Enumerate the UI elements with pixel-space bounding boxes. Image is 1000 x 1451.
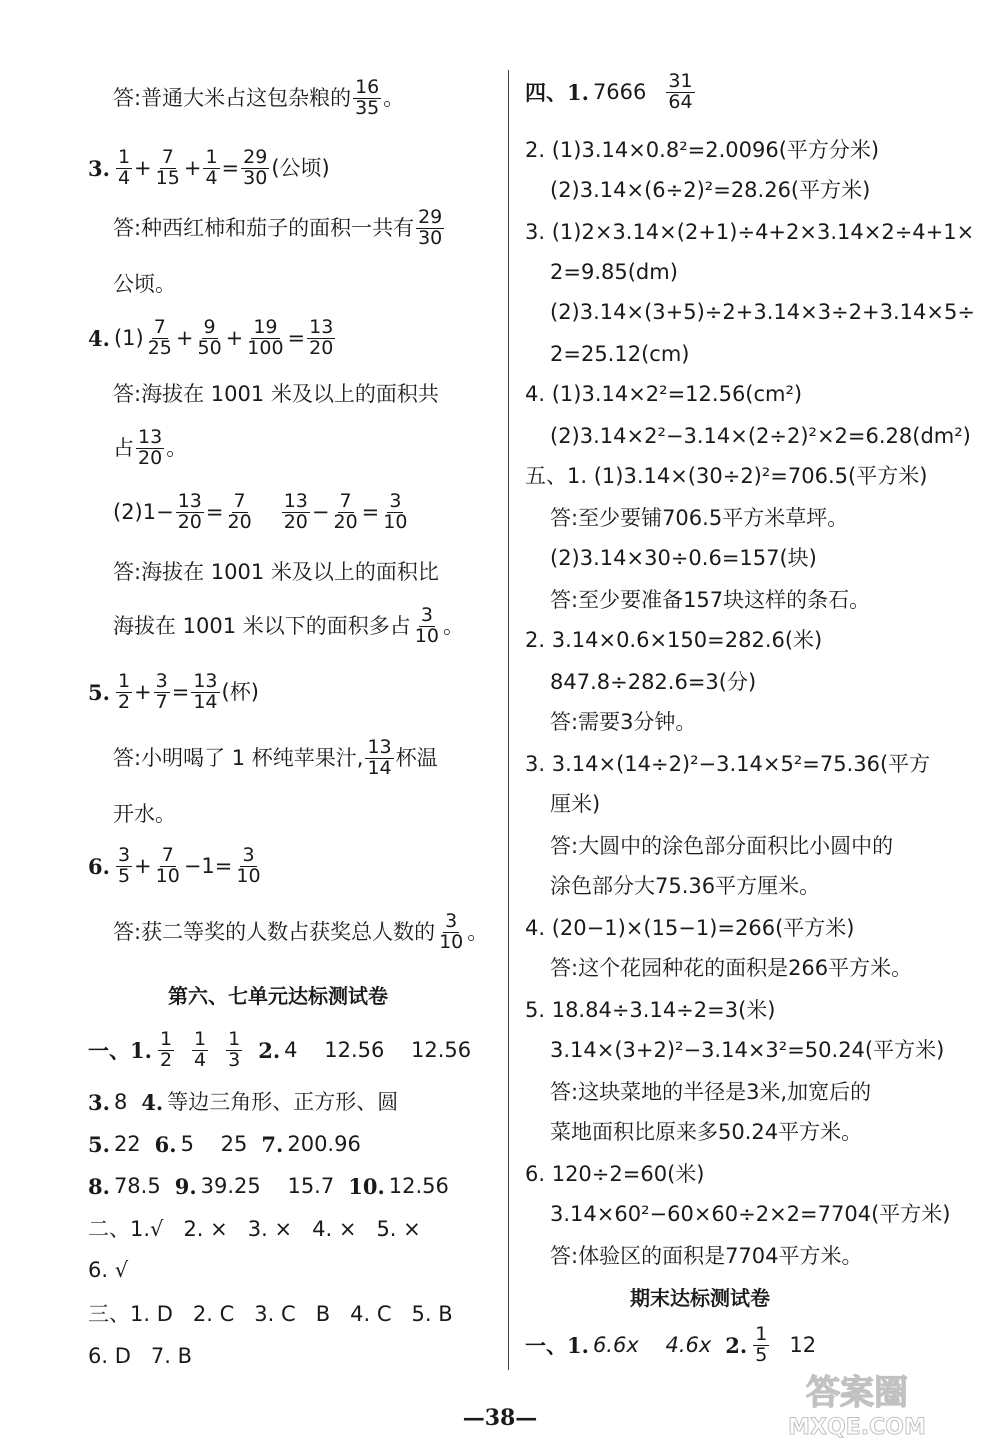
numerator: 7: [161, 146, 174, 168]
answer-line: 答:需要3分钟。: [550, 710, 697, 734]
text: 7666: [592, 79, 647, 104]
watermark-logo: [732, 1366, 982, 1441]
text: 5 25: [180, 1132, 248, 1156]
denominator: 20: [177, 510, 202, 533]
answer-line: 6. 120÷2=60(米): [525, 1162, 705, 1186]
fraction: [158, 1030, 174, 1071]
unit: (公顷): [271, 155, 330, 180]
denominator: 10: [383, 510, 408, 533]
numerator: 13: [367, 736, 392, 758]
answer-line: [113, 912, 488, 953]
answer-line: [113, 738, 438, 779]
numerator: 13: [138, 426, 163, 448]
item-number: 3.: [88, 155, 110, 181]
numerator: 1: [194, 1028, 207, 1050]
denominator: 20: [333, 510, 358, 533]
numerator: 31: [668, 70, 693, 92]
answer-line: (2)3.14×30÷0.6=157(块): [550, 546, 817, 570]
fraction: [331, 492, 359, 533]
fraction: [307, 318, 335, 359]
denominator: 15: [155, 166, 180, 189]
answer-line: [88, 1174, 449, 1199]
denominator: 10: [439, 930, 464, 953]
numerator: 9: [203, 316, 216, 338]
fraction: [437, 912, 465, 953]
numerator: 16: [355, 76, 380, 98]
item-number: 10.: [348, 1174, 385, 1199]
denominator: 10: [155, 864, 180, 887]
numerator: 3: [445, 910, 458, 932]
text: −1=: [183, 853, 233, 878]
denominator: 30: [243, 166, 268, 189]
fraction: [176, 492, 204, 533]
numerator: 13: [177, 490, 202, 512]
text: 杯温: [395, 745, 438, 770]
denominator: 4: [194, 1048, 207, 1071]
text: 12: [789, 1332, 817, 1357]
fraction: [136, 428, 164, 469]
answer-line: [113, 78, 404, 119]
text: 。: [166, 435, 188, 460]
denominator: 4: [117, 166, 131, 189]
item-number: 4.: [141, 1090, 164, 1115]
item-number: 9.: [174, 1174, 197, 1199]
section-title-final: 期末达标测试卷: [630, 1286, 770, 1310]
denominator: 64: [668, 90, 693, 113]
numerator: 13: [309, 316, 334, 338]
denominator: 14: [193, 690, 218, 713]
column-divider: [508, 70, 509, 1370]
fraction: [226, 492, 254, 533]
answer-line: [88, 1090, 398, 1115]
text: (1): [113, 325, 144, 350]
fraction: [154, 148, 182, 189]
denominator: 100: [247, 336, 284, 359]
item-number: 6.: [154, 1132, 177, 1157]
answer-line: 涂色部分大75.36平方厘米。: [550, 874, 821, 898]
denominator: 2: [159, 1048, 173, 1071]
numerator: 3: [242, 844, 255, 866]
fraction: [413, 606, 441, 647]
answer-line: 4. (1)3.14×2²=12.56(cm²): [525, 382, 803, 406]
numerator: 29: [418, 206, 443, 228]
answer-line: 答:这个花园种花的面积是266平方米。: [550, 956, 913, 980]
text: 22: [113, 1132, 141, 1156]
fraction: [226, 1030, 242, 1071]
answer-line: [113, 428, 187, 469]
numerator: 19: [253, 316, 278, 338]
answer-line: [113, 606, 464, 647]
denominator: 20: [283, 510, 308, 533]
denominator: 5: [117, 864, 131, 887]
item-number: 8.: [88, 1174, 110, 1199]
fraction: [666, 72, 694, 113]
denominator: 7: [155, 690, 168, 713]
answer-line: 答:体验区的面积是7704平方米。: [550, 1244, 863, 1268]
page-number: —38—: [462, 1405, 538, 1431]
answer-line: 2=25.12(cm): [550, 342, 690, 366]
answer-line: 847.8÷282.6=3(分): [550, 670, 757, 694]
equation-line: 3. $\frac{1}{4}$ + $\frac{7}{15}$ + $\frac{1}{4}$ = $\frac{29}{30}$ (公顷): [88, 146, 330, 189]
text: 海拔在 1001 米以下的面积多占: [113, 613, 411, 638]
answer-line: 菜地面积比原来多50.24平方米。: [550, 1120, 863, 1144]
denominator: 5: [755, 1343, 768, 1366]
denominator: 25: [147, 336, 172, 359]
numerator: 1: [117, 146, 131, 168]
fraction: [381, 492, 409, 533]
fraction: [192, 1030, 208, 1071]
section-title-units-6-7: 第六、七单元达标测试卷: [168, 984, 388, 1008]
answer-line: 答:至少要准备157块这样的条石。: [550, 588, 871, 612]
item-number: 四、1.: [525, 79, 589, 105]
fraction: [195, 318, 223, 359]
equation-line: 6. $\frac{3}{5}$ + $\frac{7}{10}$ −1= $\frac{3}{10}$: [88, 844, 261, 887]
numerator: 29: [243, 146, 268, 168]
text: 答:普通大米占这包杂粮的: [113, 85, 352, 110]
answer-line: 二、1.√ 2. × 3. × 4. × 5. ×: [88, 1217, 421, 1241]
answer-line: 6. D 7. B: [88, 1344, 193, 1368]
numerator: 7: [153, 316, 166, 338]
answer-line: 3.14×60²−60×60÷2×2=7704(平方米): [550, 1202, 951, 1226]
fraction: [154, 672, 170, 713]
fraction: [146, 318, 174, 359]
equation-line: 4. (1) $\frac{7}{25}$ + $\frac{9}{50}$ + $\frac{19}{100}$ = $\frac{13}{20}$: [88, 316, 334, 359]
answer-line: 厘米): [550, 792, 601, 816]
item-number: 6.: [88, 853, 110, 879]
answer-line: 公顷。: [113, 272, 176, 296]
text: 4 12.56 12.56: [284, 1037, 472, 1062]
answer-line: [113, 208, 446, 249]
answer-line: 答:这块菜地的半径是3米,加宽后的: [550, 1080, 872, 1104]
fraction: [416, 208, 444, 249]
denominator: 2: [117, 690, 131, 713]
answer-line: 3.14×(3+2)²−3.14×3²=50.24(平方米): [550, 1038, 945, 1062]
answer-line: 5. 18.84÷3.14÷2=3(米): [525, 998, 776, 1022]
fraction: [365, 738, 393, 779]
text: (2)1−: [113, 499, 174, 524]
fraction: [154, 846, 182, 887]
denominator: 20: [138, 446, 163, 469]
text: 。: [442, 613, 464, 638]
unit: (杯): [221, 679, 259, 704]
answer-line: 五、1. (1)3.14×(30÷2)²=706.5(平方米): [525, 464, 928, 488]
denominator: 10: [236, 864, 261, 887]
fraction: [203, 148, 219, 189]
item-number: 一、1.: [88, 1037, 152, 1063]
fraction: [234, 846, 262, 887]
svg-text:MXQE.COM: MXQE.COM: [788, 1415, 926, 1440]
numerator: 13: [283, 490, 308, 512]
numerator: 3: [155, 670, 168, 692]
equation-line: 5. $\frac{1}{2}$ + $\frac{3}{7}$ = $\frac{13}{14}$ (杯): [88, 670, 259, 713]
numerator: 7: [233, 490, 246, 512]
answer-line: 2. 3.14×0.6×150=282.6(米): [525, 628, 823, 652]
item-number: 5.: [88, 679, 110, 705]
numerator: 13: [193, 670, 218, 692]
item-number: 4.: [88, 325, 110, 351]
item-number: 一、1.: [525, 1332, 589, 1358]
item-number: 2.: [725, 1332, 748, 1358]
answer-line: 答:至少要铺706.5平方米草坪。: [550, 506, 849, 530]
text: 答:小明喝了 1 杯纯苹果汁,: [113, 745, 364, 770]
numerator: 1: [117, 670, 131, 692]
denominator: 50: [197, 336, 222, 359]
answer-line: (2)3.14×(3+5)÷2+3.14×3÷2+3.14×5÷: [550, 300, 975, 324]
answer-line: 3. (1)2×3.14×(2+1)÷4+2×3.14×2÷4+1×: [525, 220, 975, 244]
text: 占: [113, 435, 134, 460]
item-number: 5.: [88, 1132, 110, 1157]
denominator: 30: [418, 226, 443, 249]
answer-line: 开水。: [113, 802, 176, 826]
text: 答:获二等奖的人数占获奖总人数的: [113, 919, 436, 944]
denominator: 4: [205, 166, 218, 189]
numerator: 1: [159, 1028, 173, 1050]
text: 8: [113, 1090, 128, 1114]
text: 答:种西红柿和茄子的面积一共有: [113, 215, 415, 240]
text: 等边三角形、正方形、圆: [167, 1090, 399, 1114]
equation-line: (2)1− $\frac{13}{20}$ = $\frac{7}{20}$ $\frac{13}{20}$ − $\frac{7}{20}$ = $\frac{3}{10}$: [113, 490, 408, 533]
answer-line: 6. √: [88, 1258, 129, 1282]
numerator: 1: [755, 1323, 768, 1345]
fraction: [245, 318, 285, 359]
answer-line: [88, 1030, 471, 1071]
denominator: 3: [228, 1048, 241, 1071]
answer-line: 答:大圆中的涂色部分面积比小圆中的: [550, 834, 894, 858]
denominator: 20: [227, 510, 252, 533]
answer-line: 2. (1)3.14×0.8²=2.0096(平方分米): [525, 138, 880, 162]
answer-line: 4. (20−1)×(15−1)=266(平方米): [525, 916, 855, 940]
denominator: 14: [367, 756, 392, 779]
answer-line: 答:海拔在 1001 米及以上的面积共: [113, 382, 439, 406]
answer-line: (2)3.14×(6÷2)²=28.26(平方米): [550, 178, 871, 202]
fraction: [116, 846, 132, 887]
fraction: [353, 78, 381, 119]
fraction: [282, 492, 310, 533]
text: 。: [467, 919, 489, 944]
fraction: [116, 148, 132, 189]
answer-line: 答:海拔在 1001 米及以上的面积比: [113, 560, 439, 584]
denominator: 35: [355, 96, 380, 119]
answer-line: 2=9.85(dm): [550, 260, 678, 284]
denominator: 20: [309, 336, 334, 359]
fraction: [116, 672, 132, 713]
text: 39.25 15.7: [200, 1174, 335, 1198]
text: 12.56: [388, 1174, 449, 1198]
fraction: [753, 1325, 769, 1366]
answer-line: 3. 3.14×(14÷2)²−3.14×5²=75.36(平方: [525, 752, 931, 776]
text: 78.5: [113, 1174, 161, 1198]
numerator: 1: [205, 146, 218, 168]
numerator: 7: [339, 490, 352, 512]
fraction: [241, 148, 269, 189]
text: 200.96: [287, 1132, 361, 1156]
text: 6.6x 4.6x: [592, 1332, 712, 1357]
numerator: 1: [228, 1028, 241, 1050]
numerator: 7: [161, 844, 174, 866]
svg-text:答案圈: 答案圈: [806, 1373, 908, 1413]
numerator: 3: [117, 844, 131, 866]
item-number: 2.: [258, 1037, 281, 1063]
numerator: 3: [420, 604, 433, 626]
answer-line: 三、1. D 2. C 3. C B 4. C 5. B: [88, 1302, 453, 1326]
item-number: 3.: [88, 1090, 110, 1115]
item-number: 7.: [261, 1132, 284, 1157]
fraction: [191, 672, 219, 713]
denominator: 10: [414, 624, 439, 647]
answer-line: [88, 1132, 361, 1157]
text: 。: [383, 85, 405, 110]
answer-line: [525, 1325, 816, 1366]
answer-line: [525, 72, 697, 113]
numerator: 3: [389, 490, 402, 512]
answer-line: (2)3.14×2²−3.14×(2÷2)²×2=6.28(dm²): [550, 424, 971, 448]
